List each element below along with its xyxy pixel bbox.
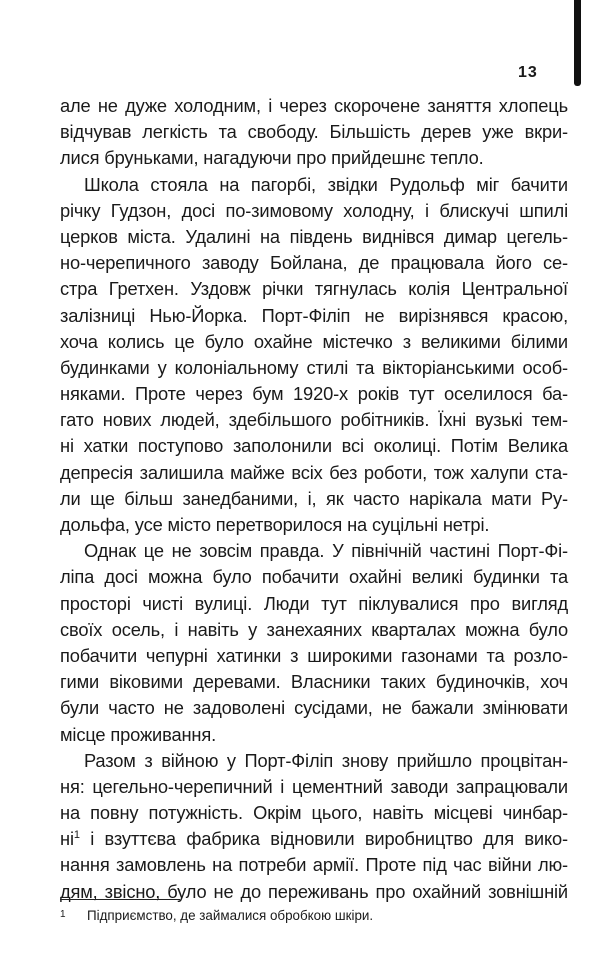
text-line: няками. Проте через бум 1920-х років тут оселилося ба- bbox=[60, 383, 568, 405]
text-line: церков міста. Удалині на південь виднівся димар цегель- bbox=[60, 225, 568, 247]
body-text bbox=[60, 93, 568, 905]
text-line: відчував легкість та свободу. Більшість дерев уже вкри- bbox=[60, 121, 568, 143]
text-line: просторі чисті вулиці. Люди тут піклувалися про вигляд bbox=[60, 592, 568, 614]
page-edge-bar bbox=[574, 0, 581, 86]
text-fragment: і взуттєва фабрика відновили виробництво для вико- bbox=[90, 828, 568, 850]
text-line: хоча колись це було охайне містечко з великими білими bbox=[60, 330, 568, 352]
page-number: 13 bbox=[518, 64, 538, 81]
text-line: дольфа, усе місто перетворилося на суцільні нетрі. bbox=[60, 514, 490, 535]
text-fragment: ні bbox=[60, 828, 74, 850]
text-line: Разом з війною у Порт-Філіп знову прийшло процвітан- bbox=[84, 749, 568, 771]
text-line: ня: цегельно-черепичний і цементний заводи запрацювали bbox=[60, 775, 568, 797]
text-line: гими віковими деревами. Власники таких будиночків, хоч bbox=[60, 671, 568, 693]
text-line: депресія залишила майже всіх без роботи, тож халупи ста- bbox=[60, 461, 568, 483]
text-line: стра Гретхен. Уздовж річки тягнулась колія Центральної bbox=[60, 278, 568, 300]
footnote-divider bbox=[60, 899, 180, 900]
text-line: побачити чепурні хатинки з широкими газонами та розло- bbox=[60, 644, 568, 666]
text-line: але не дуже холодним, і через скорочене заняття хлопець bbox=[60, 95, 568, 116]
text-line: Однак це не зовсім правда. У північній частині Порт-Фі- bbox=[84, 540, 568, 562]
text-line: ли ще більш занедбаними, і, як часто нарікала мати Ру- bbox=[60, 487, 568, 509]
text-line: ліпа досі можна було побачити охайні великі будинки та bbox=[60, 566, 568, 588]
text-line: на повну потужність. Окрім цього, навіть місцеві чинбар- bbox=[60, 802, 568, 824]
text-line: залізниці Нью-Йорка. Порт-Філіп не вирізнявся красою, bbox=[60, 304, 568, 326]
text-line: нання замовлень на потреби армії. Проте під час війни лю- bbox=[60, 854, 568, 876]
text-line: лися бруньками, нагадуючи про прийдешнє тепло. bbox=[60, 147, 484, 169]
footnote-mark: 1 bbox=[60, 909, 66, 920]
text-line: були часто не задоволені сусідами, не бажали змінювати bbox=[60, 697, 568, 719]
text-line: гато нових людей, здебільшого робітників. Їхні вузькі тем- bbox=[60, 409, 568, 431]
text-line: дям, звісно, було не до переживань про охайний зовнішній bbox=[60, 880, 568, 902]
text-line: ні хатки поступово заполонили всі околиці. Потім Велика bbox=[60, 435, 568, 457]
text-line-with-footnote bbox=[60, 826, 568, 852]
footnote-text: Підприємство, де займалися обробкою шкіри. bbox=[87, 908, 374, 923]
text-line: но-черепичного заводу Бойлана, де працювала його се- bbox=[60, 252, 568, 274]
text-line: річку Гудзон, досі по-зимовому холодну, і блискучі шпилі bbox=[60, 199, 568, 221]
footnote-reference: 1 bbox=[73, 829, 80, 842]
text-line: будинками у колоніальному стилі та вікторіанськими особ- bbox=[60, 356, 568, 378]
text-line: своїх осель, і навіть у занехаяних кварталах можна було bbox=[60, 618, 568, 640]
text-line: місце проживання. bbox=[60, 723, 217, 745]
text-line: Школа стояла на пагорбі, звідки Рудольф міг бачити bbox=[84, 173, 568, 195]
